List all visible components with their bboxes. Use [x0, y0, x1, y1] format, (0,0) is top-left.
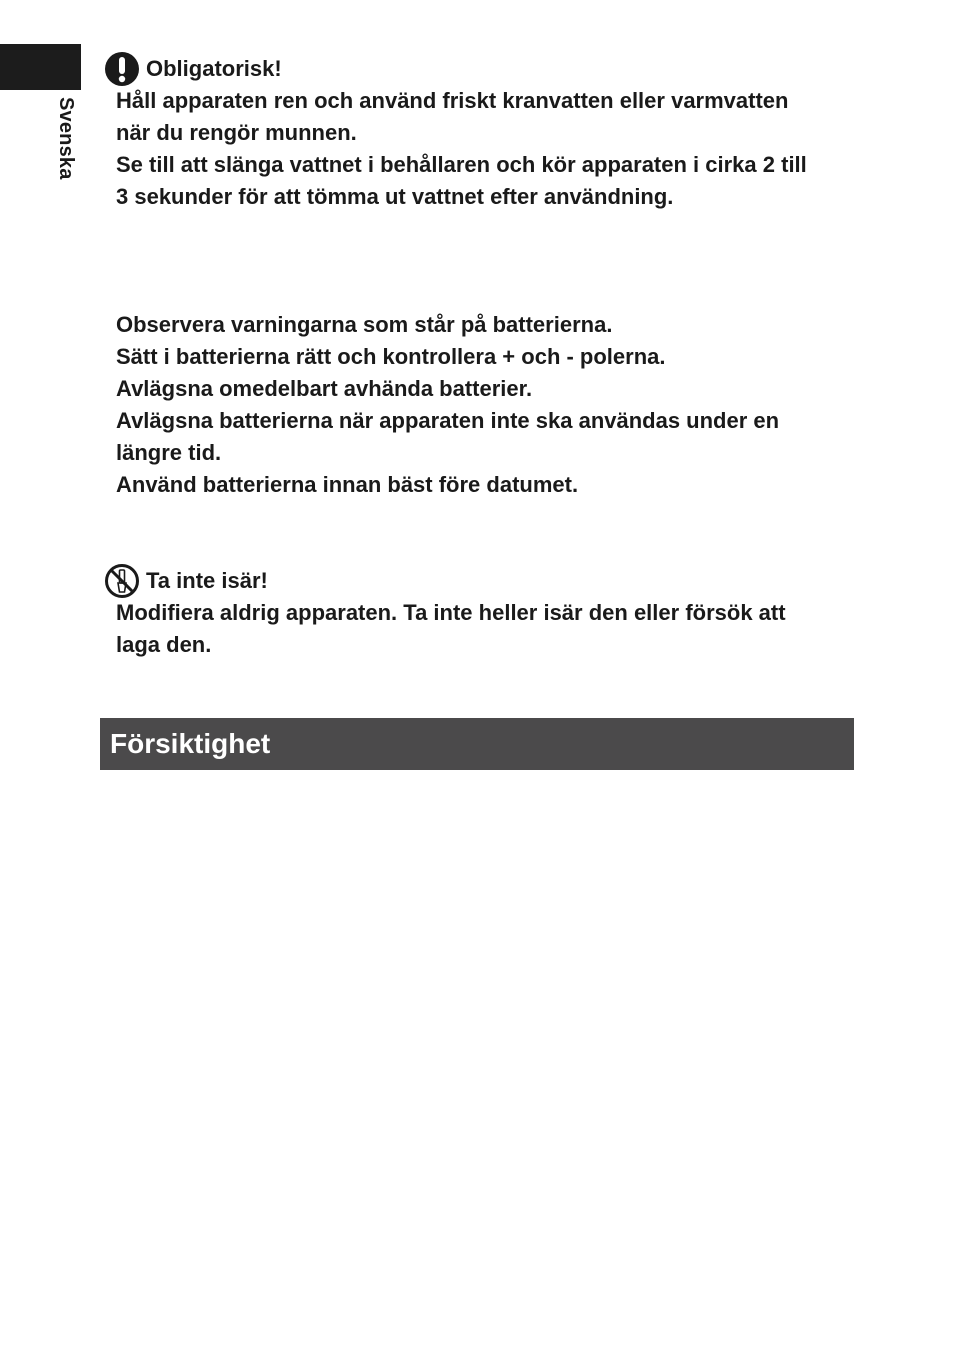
batteries-line: längre tid. [116, 440, 222, 465]
no-disassembly-icon [104, 563, 140, 599]
mandatory-line: Se till att slänga vattnet i behållaren och kör apparaten i cirka 2 till [116, 152, 807, 177]
batteries-line: Sätt i batterierna rätt och kontrollera + och - polerna. [116, 344, 666, 369]
batteries-line: Observera varningarna som står på batterierna. [116, 312, 613, 337]
mandatory-title: Obligatorisk! [146, 56, 282, 81]
mandatory-heading [104, 51, 282, 87]
batteries-body [116, 309, 856, 501]
mandatory-line: 3 sekunder för att tömma ut vattnet efter användning. [116, 184, 674, 209]
language-tab-marker [0, 44, 81, 90]
batteries-line: Använd batterierna innan bäst före datumet. [116, 472, 579, 497]
language-label: Svenska [55, 97, 77, 180]
disassemble-line: laga den. [116, 632, 212, 657]
disassemble-title: Ta inte isär! [146, 568, 268, 593]
disassemble-body [116, 597, 856, 661]
caution-section-header [100, 718, 854, 770]
mandatory-line: när du rengör munnen. [116, 120, 357, 145]
disassemble-heading [104, 563, 268, 599]
mandatory-body [116, 85, 856, 213]
mandatory-line: Håll apparaten ren och använd friskt kranvatten eller varmvatten [116, 88, 789, 113]
caution-section-title: Försiktighet [110, 728, 271, 759]
batteries-line: Avlägsna batterierna när apparaten inte ska användas under en [116, 408, 780, 433]
batteries-line: Avlägsna omedelbart avhända batterier. [116, 376, 533, 401]
disassemble-line: Modifiera aldrig apparaten. Ta inte heller isär den eller försök att [116, 600, 786, 625]
exclamation-circle-icon [104, 51, 140, 87]
